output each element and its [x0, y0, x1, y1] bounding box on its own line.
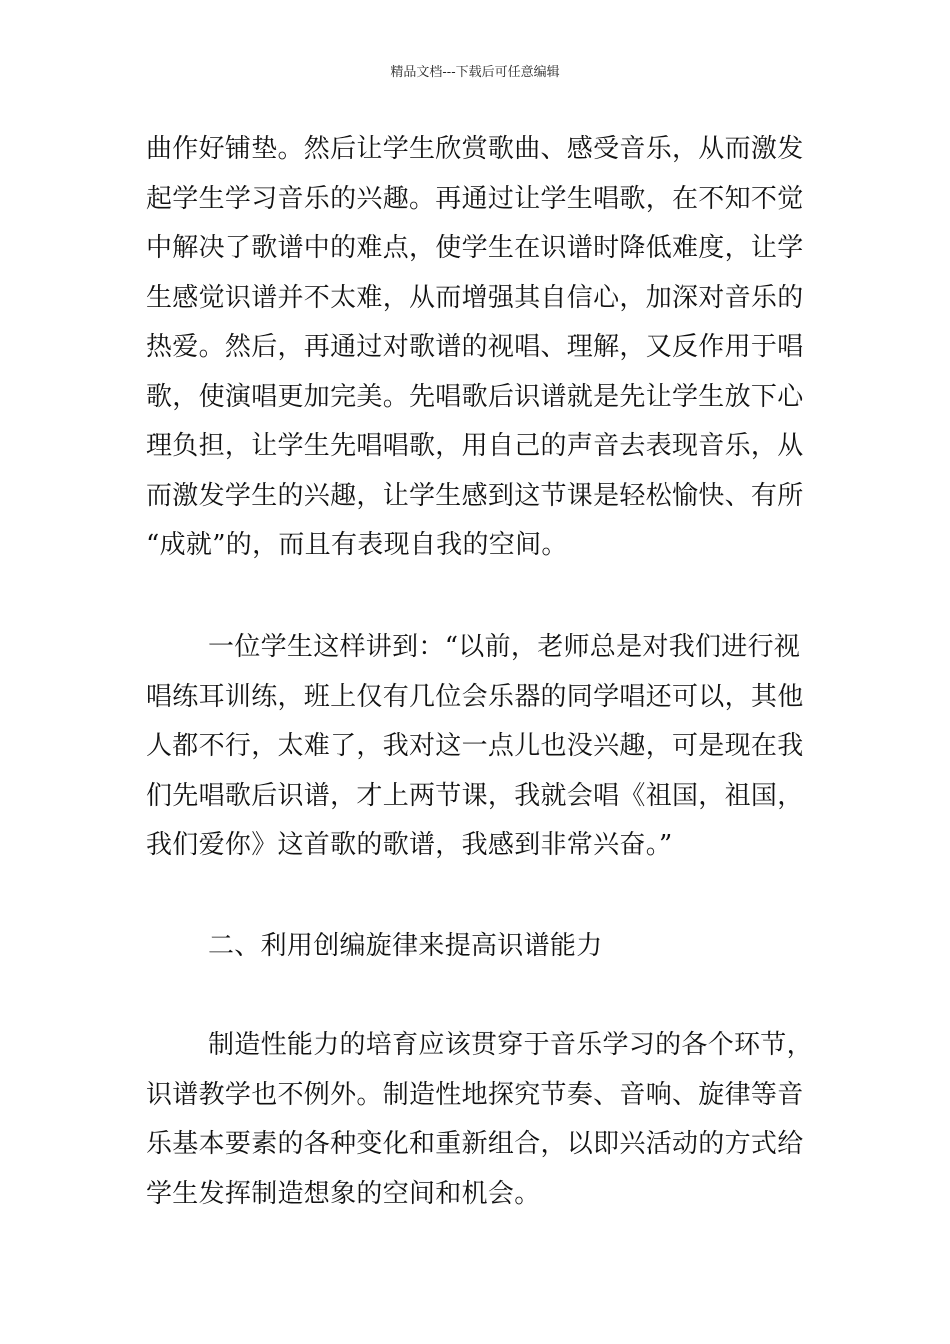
text-line: 我们爱你》这首歌的歌谱，我感到非常兴奋。”	[146, 830, 673, 860]
text-line: 而激发学生的兴趣，让学生感到这节课是轻松愉快、有所	[146, 480, 804, 511]
heading-line: 二、利用创编旋律来提高识谱能力	[208, 931, 603, 961]
text-line: 曲作好铺垫。然后让学生欣赏歌曲、感受音乐，从而激发	[146, 134, 804, 164]
text-line: 起学生学习音乐的兴趣。再通过让学生唱歌，在不知不觉	[146, 183, 804, 214]
text-line: 人都不行，太难了，我对这一点儿也没兴趣，可是现在我	[146, 731, 804, 761]
text-line: 中解决了歌谱中的难点，使学生在识谱时降低难度，让学	[146, 233, 804, 263]
text-line: 唱练耳训练，班上仅有几位会乐器的同学唱还可以，其他	[146, 681, 804, 712]
text-line: 歌，使演唱更加完美。先唱歌后识谱就是先让学生放下心	[146, 381, 804, 412]
text-line: “成就”的，而且有表现自我的空间。	[146, 530, 568, 560]
text-line: 制造性能力的培育应该贯穿于音乐学习的各个环节，	[208, 1030, 813, 1060]
text-line: 们先唱歌后识谱，才上两节课，我就会唱《祖国，祖国，	[146, 780, 804, 811]
page-header: 精品文档---下载后可任意编辑	[390, 65, 560, 80]
text-line: 乐基本要素的各种变化和重新组合，以即兴活动的方式给	[146, 1129, 804, 1159]
text-line: 识谱教学也不例外。制造性地探究节奏、音响、旋律等音	[146, 1079, 804, 1110]
section-heading	[146, 922, 806, 972]
text-line: 一位学生这样讲到：“以前，老师总是对我们进行视	[208, 632, 801, 662]
text-line: 热爱。然后，再通过对歌谱的视唱、理解，又反作用于唱	[146, 332, 804, 362]
paragraph-1	[146, 125, 806, 571]
text-line: 学生发挥制造想象的空间和机会。	[146, 1178, 541, 1209]
paragraph-3	[146, 1021, 813, 1219]
text-line: 生感觉识谱并不太难，从而增强其自信心，加深对音乐的	[146, 282, 804, 313]
text-line: 理负担，让学生先唱唱歌，用自己的声音去表现音乐，从	[146, 431, 804, 461]
paragraph-2	[146, 623, 806, 871]
